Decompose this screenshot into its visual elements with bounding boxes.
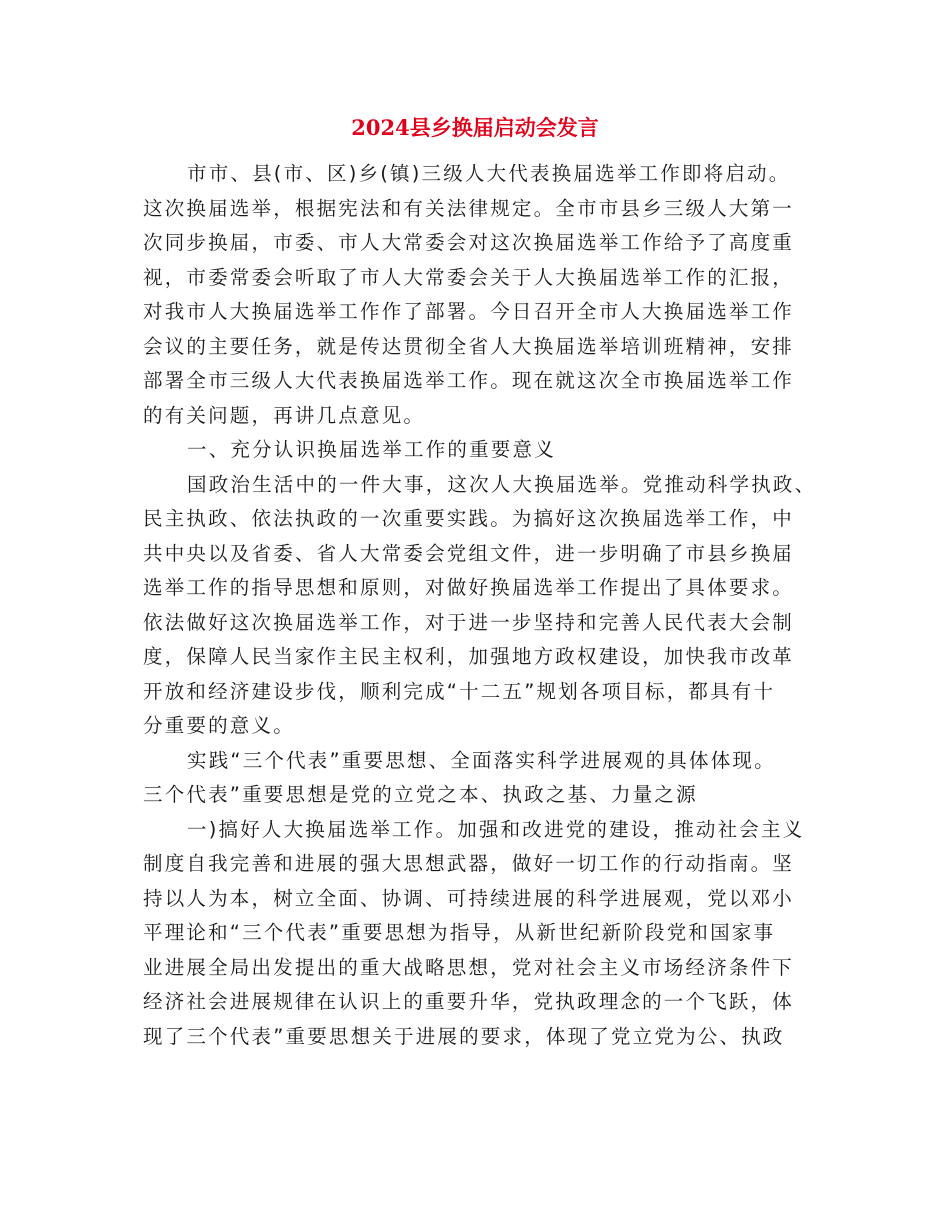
text-line: 次同步换届，市委、市人大常委会对这次换届选举工作给予了高度重 — [143, 231, 795, 254]
text-line: 开放和经济建设步伐，顺利完成“十二五”规划各项目标，都具有十 — [143, 679, 776, 703]
text-line: 依法做好这次换届选举工作，对于进一步坚持和完善人民代表大会制 — [143, 610, 795, 634]
text-line: 平理论和“三个代表”重要思想为指导，从新世纪新阶段党和国家事 — [143, 921, 776, 944]
text-line: 部署全市三级人大代表换届选举工作。现在就这次全市换届选举工作 — [143, 369, 795, 392]
text-line: 持以人为本，树立全面、协调、可持续进展的科学进展观，党以邓小 — [143, 886, 795, 910]
text-line: 市市、县(市、区)乡(镇)三级人大代表换届选举工作即将启动。 — [187, 162, 791, 185]
text-line: 的有关问题，再讲几点意见。 — [143, 403, 426, 427]
text-line: 业进展全局出发提出的重大战略思想，党对社会主义市场经济条件下 — [143, 955, 795, 979]
text-line: 共中央以及省委、省人大常委会党组文件，进一步明确了市县乡换届 — [143, 541, 795, 565]
document-title: 2024县乡换届启动会发言 — [351, 115, 599, 140]
text-line: 国政治生活中的一件大事，这次人大换届选举。党推动科学执政、 — [187, 472, 817, 496]
text-line: 对我市人大换届选举工作作了部署。今日召开全市人大换届选举工作 — [143, 300, 795, 323]
text-line: 一)搞好人大换届选举工作。加强和改进党的建设，推动社会主义 — [187, 817, 805, 841]
text-line: 现了三个代表”重要思想关于进展的要求，体现了党立党为公、执政 — [143, 1024, 785, 1048]
text-line: 视，市委常委会听取了市人大常委会关于人大换届选举工作的汇报， — [143, 265, 795, 289]
text-line: 一、充分认识换届选举工作的重要意义 — [187, 438, 556, 461]
text-line: 选举工作的指导思想和原则，对做好换届选举工作提出了具体要求。 — [143, 576, 795, 599]
text-line: 会议的主要任务，就是传达贯彻全省人大换届选举培训班精神，安排 — [143, 334, 795, 358]
text-line: 制度自我完善和进展的强大思想武器，做好一切工作的行动指南。坚 — [143, 852, 795, 875]
text-line: 三个代表”重要思想是党的立党之本、执政之基、力量之源 — [143, 783, 698, 806]
text-line: 经济社会进展规律在认识上的重要升华，党执政理念的一个飞跃，体 — [143, 990, 795, 1013]
text-line: 度，保障人民当家作主民主权利，加强地方政权建设，加快我市改革 — [143, 645, 795, 668]
document-body — [143, 157, 815, 1054]
text-line: 分重要的意义。 — [143, 714, 295, 737]
text-line: 实践“三个代表”重要思想、全面落实科学进展观的具体体现。 — [187, 748, 776, 772]
text-line: 民主执政、依法执政的一次重要实践。为搞好这次换届选举工作，中 — [143, 507, 795, 530]
text-line: 这次换届选举，根据宪法和有关法律规定。全市市县乡三级人大第一 — [143, 196, 795, 220]
